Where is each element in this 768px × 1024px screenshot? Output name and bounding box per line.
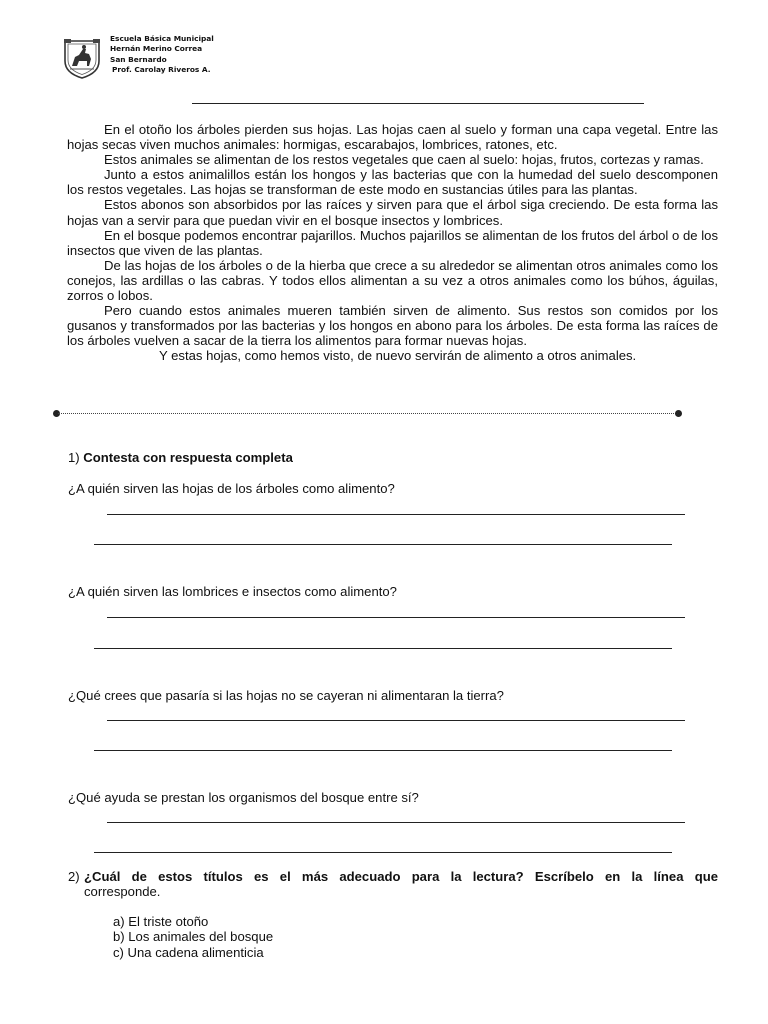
title-blank-line[interactable] — [192, 103, 644, 104]
section1-number: 1) — [68, 450, 80, 465]
reading-paragraph: En el bosque podemos encontrar pajarillos. Muchos pajarillos se alimentan de los frutos del árbol o de los insectos que viven de las plantas. — [67, 227, 718, 258]
reading-paragraph: Estos abonos son absorbidos por las raíces y sirven para que el árbol siga creciendo. De esta forma las hojas van a servir para que puedan vivir en el bosque insectos y lombrices. — [67, 197, 718, 228]
section1-title: Contesta con respuesta completa — [83, 450, 293, 465]
school-namesake: Hernán Merino Correa — [110, 44, 203, 54]
school-city: San Bernardo — [110, 54, 167, 64]
school-name: Escuela Básica Municipal — [110, 34, 214, 43]
teacher-name: Prof. Carolay Riveros A. — [112, 65, 211, 75]
section2 — [68, 869, 718, 899]
answer-line[interactable] — [107, 617, 685, 618]
answer-line[interactable] — [94, 544, 672, 545]
dotted-separator — [58, 413, 678, 414]
option-a: a) El triste otoño — [113, 914, 209, 929]
question-3: ¿Qué crees que pasaría si las hojas no se cayeran ni alimentaran la tierra? — [68, 688, 504, 703]
school-crest-logo — [62, 37, 102, 79]
option-c: c) Una cadena alimenticia — [113, 944, 264, 960]
title-options — [113, 914, 273, 960]
reading-paragraph: Pero cuando estos animales mueren también sirven de alimento. Sus restos son comidos por los gusanos y transformados por las bacterias y los hongos en abono para los árboles. De esta forma las raíces de los árboles vuelven a sacar de la tierra los alimentos para formar nuevas hojas. — [67, 303, 718, 349]
section2-title-continued: corresponde. — [84, 884, 161, 899]
reading-paragraph: Junto a estos animalillos están los hongos y las bacterias que con la humedad del suelo descomponen los restos vegetales. Las hojas se transforman de este modo en sustancias útiles para las plantas. — [67, 167, 718, 198]
reading-text — [67, 122, 718, 364]
option-b: b) Los animales del bosque — [113, 929, 274, 945]
answer-line[interactable] — [94, 852, 672, 853]
question-1: ¿A quién sirven las hojas de los árboles como alimento? — [68, 481, 395, 496]
answer-line[interactable] — [94, 750, 672, 751]
reading-paragraph: Y estas hojas, como hemos visto, de nuevo servirán de alimento a otros animales. — [159, 348, 637, 364]
school-header — [110, 34, 214, 76]
answer-line[interactable] — [107, 514, 685, 515]
reading-paragraph: De las hojas de los árboles o de la hierba que crece a su alrededor se alimentan otros animales como los conejos, las ardillas o las cabras. Y todos ellos alimentan a su vez a otros animales como los búhos, águilas, zorros o lobos. — [67, 257, 718, 304]
question-2: ¿A quién sirven las lombrices e insectos como alimento? — [68, 584, 397, 599]
answer-line[interactable] — [94, 648, 672, 649]
answer-line[interactable] — [107, 720, 685, 721]
section1-heading — [68, 450, 293, 465]
reading-paragraph: Estos animales se alimentan de los restos vegetales que caen al suelo: hojas, frutos, cortezas y ramas. — [104, 152, 704, 168]
section2-title: ¿Cuál de estos títulos es el más adecuado para la lectura? Escríbelo en la línea que — [84, 869, 718, 884]
separator-dot-right — [675, 410, 682, 417]
reading-paragraph: En el otoño los árboles pierden sus hojas. Las hojas caen al suelo y forman una capa vegetal. Entre las hojas secas viven muchos animales: hormigas, escarabajos, lombrices, ratones, etc. — [67, 122, 718, 153]
section2-number: 2) — [68, 869, 80, 884]
answer-line[interactable] — [107, 822, 685, 823]
question-4: ¿Qué ayuda se prestan los organismos del bosque entre sí? — [68, 790, 419, 805]
